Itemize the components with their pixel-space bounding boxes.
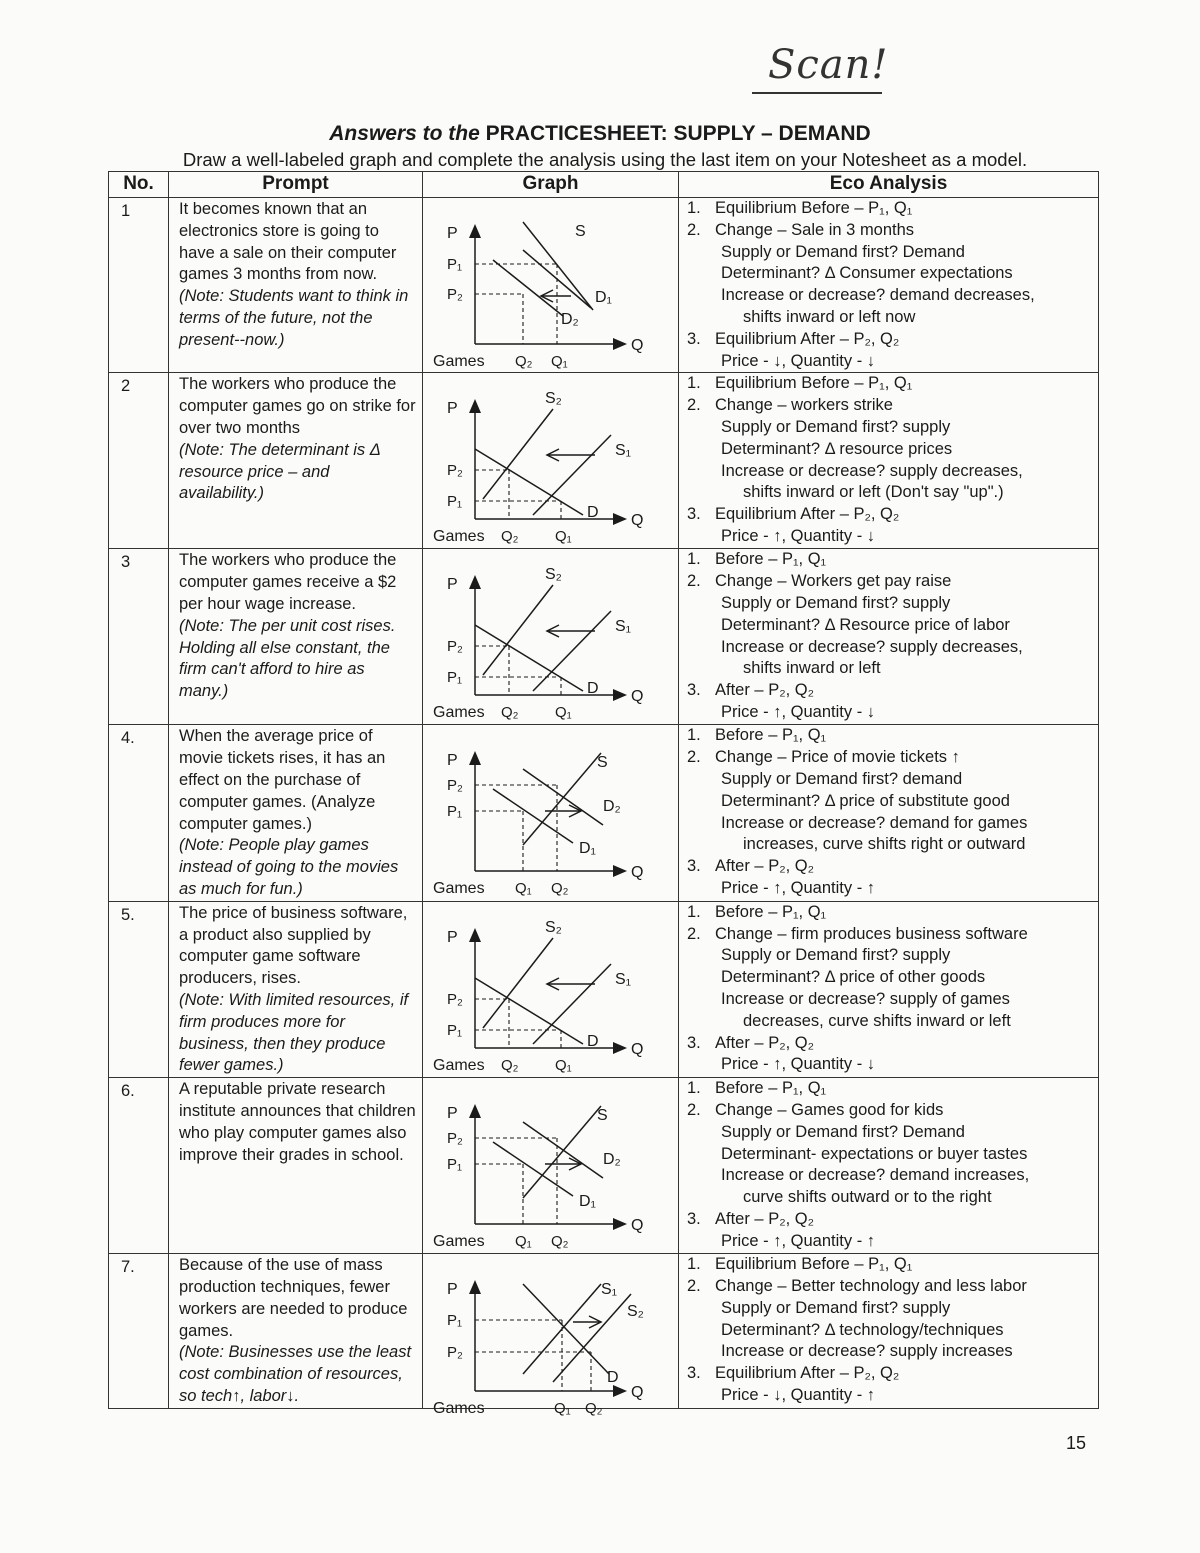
lower-price-label: P₂ — [447, 1344, 463, 1362]
good-label: Games — [433, 1233, 485, 1251]
supply-demand-graph — [423, 549, 677, 723]
supply-curve-2 — [483, 409, 553, 499]
prompt-cell — [169, 1078, 423, 1254]
y-axis-label: P — [447, 752, 458, 770]
right-quantity-label: Q₁ — [551, 353, 568, 370]
graph-cell — [423, 725, 679, 901]
header-no: No. — [109, 172, 169, 198]
right-quantity-label: Q₂ — [551, 880, 569, 898]
analysis-line: 3. After – P₂, Q₂ — [687, 1209, 815, 1228]
x-axis-label: Q — [631, 337, 644, 354]
analysis-line: Price - ↑, Quantity - ↓ — [721, 702, 876, 721]
prompt-note: (Note: The determinant is Δ resource price – and availability.) — [179, 440, 381, 503]
graph-cell — [423, 901, 679, 1077]
demand-curve-1 — [493, 1142, 573, 1196]
good-label: Games — [433, 704, 485, 722]
left-quantity-label: Q₁ — [554, 1400, 571, 1418]
supply-demand-graph — [423, 725, 677, 899]
upper-price-label: P₂ — [447, 638, 463, 656]
supply-curve-label: S — [597, 754, 608, 772]
x-axis-arrowhead — [613, 513, 627, 525]
analysis-line: 2. Change – Better technology and less labor — [687, 1276, 1027, 1295]
supply-demand-graph — [423, 373, 677, 547]
good-label: Games — [433, 1400, 485, 1418]
supply-curve-2-label: S₂ — [545, 566, 562, 584]
demand-curve — [523, 1284, 609, 1374]
upper-price-label: P₂ — [447, 990, 463, 1008]
x-axis-arrowhead — [613, 338, 627, 350]
prompt-note: (Note: The per unit cost rises. Holding all else constant, the firm can't afford to hire as many.) — [179, 616, 396, 701]
row-number: 3 — [109, 549, 169, 725]
demand-curve-2 — [493, 260, 563, 316]
analysis-line: 2. Change – workers strike — [687, 396, 893, 415]
supply-curve-1-label: S₁ — [615, 618, 632, 636]
prompt-note: (Note: People play games instead of going to the movies as much for fun.) — [179, 836, 399, 898]
demand-curve-label: D — [607, 1369, 619, 1387]
x-axis-arrowhead — [613, 1385, 627, 1397]
x-axis-label: Q — [631, 1040, 644, 1058]
analysis-line: 2. Change – Games good for kids — [687, 1100, 944, 1119]
analysis-line: shifts inward or left (Don't say "up".) — [743, 483, 1004, 502]
prompt-text: It becomes known that an electronics store is going to have a sale on their computer games 3 months from now. — [179, 200, 397, 284]
demand-curve-2-label: D₂ — [561, 311, 579, 328]
header-prompt: Prompt — [169, 172, 423, 198]
analysis-line: Price - ↑, Quantity - ↑ — [721, 878, 876, 897]
analysis-line: Increase or decrease? supply increases — [721, 1342, 1013, 1361]
table-row — [109, 901, 1099, 1077]
prompt-note: (Note: Students want to think in terms of the future, not the present--now.) — [179, 287, 409, 349]
analysis-line: Determinant? Δ price of other goods — [721, 968, 986, 987]
graph-cell — [423, 373, 679, 549]
y-axis-arrowhead — [469, 928, 481, 942]
right-quantity-label: Q₁ — [555, 1056, 572, 1074]
good-label: Games — [433, 353, 485, 370]
handwritten-note: Scan! — [768, 42, 889, 88]
analysis-line: Supply or Demand first? supply — [721, 946, 951, 965]
analysis-line: 1. Before – P₁, Q₁ — [687, 902, 827, 921]
analysis-line: 2. Change – Workers get pay raise — [687, 572, 952, 591]
left-quantity-label: Q₂ — [501, 704, 519, 722]
y-axis-label: P — [447, 928, 458, 946]
prompt-text: The workers who produce the computer games go on strike for over two months — [179, 375, 416, 437]
analysis-line: 3. Equilibrium After – P₂, Q₂ — [687, 505, 900, 524]
y-axis-label: P — [447, 1105, 458, 1123]
analysis-line: Determinant? Δ Resource price of labor — [721, 615, 1010, 634]
analysis-line: Increase or decrease? demand for games — [721, 813, 1028, 832]
demand-curve-1-label: D₁ — [595, 289, 612, 306]
y-axis-label: P — [447, 576, 458, 594]
supply-curve — [523, 1106, 601, 1198]
row-number: 5. — [109, 901, 169, 1077]
y-axis-arrowhead — [469, 751, 481, 765]
prompt-cell — [169, 1254, 423, 1409]
prompt-cell — [169, 198, 423, 373]
analysis-line: curve shifts outward or to the right — [743, 1188, 992, 1207]
analysis-line: Determinant- expectations or buyer tastes — [721, 1144, 1028, 1163]
analysis-line: increases, curve shifts right or outward — [743, 835, 1026, 854]
analysis-cell — [679, 198, 1099, 373]
analysis-line: Price - ↓, Quantity - ↓ — [721, 351, 876, 370]
supply-curve-2 — [553, 1294, 631, 1382]
x-axis-arrowhead — [613, 1042, 627, 1054]
supply-demand-graph — [423, 198, 677, 372]
analysis-line: Price - ↓, Quantity - ↑ — [721, 1385, 876, 1404]
analysis-line: Supply or Demand first? supply — [721, 1298, 951, 1317]
analysis-line: Price - ↑, Quantity - ↓ — [721, 526, 876, 545]
supply-curve-1 — [533, 611, 611, 691]
prompt-cell — [169, 901, 423, 1077]
y-axis-arrowhead — [469, 575, 481, 589]
analysis-line: Determinant? Δ resource prices — [721, 439, 953, 458]
analysis-line: 1. Equilibrium Before – P₁, Q₁ — [687, 374, 913, 393]
analysis-line: Determinant? Δ Consumer expectations — [721, 264, 1013, 283]
analysis-line: Supply or Demand first? Demand — [721, 242, 965, 261]
analysis-line: 2. Change – Sale in 3 months — [687, 220, 915, 239]
demand-curve-label: D — [587, 504, 599, 522]
graph-cell — [423, 549, 679, 725]
row-number: 7. — [109, 1254, 169, 1409]
graph-cell — [423, 198, 679, 373]
demand-curve-1-label: D₁ — [579, 840, 596, 858]
instructions: Draw a well-labeled graph and complete the analysis using the last item on your Notesheet as a model. — [182, 149, 1028, 170]
analysis-line: shifts inward or left now — [743, 307, 916, 326]
demand-curve-1-label: D₁ — [579, 1193, 596, 1211]
lower-price-label: P₂ — [447, 286, 463, 303]
analysis-line: Supply or Demand first? supply — [721, 593, 951, 612]
table-row — [109, 198, 1099, 373]
demand-curve-label: D — [587, 1032, 599, 1050]
title-prefix: Answers to the — [329, 122, 480, 145]
analysis-cell — [679, 373, 1099, 549]
supply-curve-1-label: S₁ — [615, 442, 632, 460]
y-axis-arrowhead — [469, 224, 481, 238]
analysis-line: 2. Change – firm produces business software — [687, 924, 1028, 943]
supply-curve-1-label: S₁ — [615, 970, 632, 988]
left-quantity-label: Q₁ — [515, 1233, 532, 1251]
analysis-line: Increase or decrease? demand decreases, — [721, 286, 1035, 305]
prompt-text: When the average price of movie tickets rises, it has an effect on the purchase of computer games. (Analyze computer games.) — [179, 727, 386, 833]
analysis-line: 3. After – P₂, Q₂ — [687, 857, 815, 876]
left-quantity-label: Q₂ — [501, 1056, 519, 1074]
header-analysis: Eco Analysis — [679, 172, 1099, 198]
y-axis-label: P — [447, 225, 458, 242]
y-axis-label: P — [447, 1281, 458, 1299]
analysis-cell — [679, 1254, 1099, 1409]
prompt-cell — [169, 373, 423, 549]
supply-curve-1 — [533, 435, 611, 515]
analysis-line: 1. Before – P₁, Q₁ — [687, 1079, 827, 1098]
y-axis-label: P — [447, 400, 458, 418]
analysis-line: shifts inward or left — [743, 659, 881, 678]
supply-demand-graph — [423, 902, 677, 1076]
supply-curve-2 — [483, 585, 553, 675]
analysis-cell — [679, 1078, 1099, 1254]
analysis-line: Supply or Demand first? Demand — [721, 1122, 965, 1141]
supply-curve-1-label: S₁ — [601, 1281, 618, 1299]
row-number: 4. — [109, 725, 169, 901]
analysis-line: Determinant? Δ technology/techniques — [721, 1320, 1004, 1339]
good-label: Games — [433, 528, 485, 546]
analysis-line: Increase or decrease? supply decreases, — [721, 637, 1023, 656]
analysis-line: Determinant? Δ price of substitute good — [721, 791, 1010, 810]
graph-cell — [423, 1078, 679, 1254]
analysis-cell — [679, 549, 1099, 725]
prompt-note: (Note: With limited resources, if firm produces more for business, then they produce fewer games.) — [179, 990, 409, 1075]
upper-price-label: P₂ — [447, 1130, 463, 1148]
left-quantity-label: Q₂ — [501, 528, 519, 546]
table-row — [109, 1254, 1099, 1409]
analysis-line: Increase or decrease? demand increases, — [721, 1166, 1030, 1185]
analysis-line: 1. Before – P₁, Q₁ — [687, 550, 827, 569]
graph-cell — [423, 1254, 679, 1418]
right-quantity-label: Q₁ — [555, 704, 572, 722]
y-axis-arrowhead — [469, 1280, 481, 1294]
table-row — [109, 1078, 1099, 1254]
lower-price-label: P₁ — [447, 493, 463, 511]
analysis-line: Increase or decrease? supply decreases, — [721, 461, 1023, 480]
lower-price-label: P₁ — [447, 1021, 463, 1039]
supply-curve-1 — [533, 964, 611, 1044]
y-axis-arrowhead — [469, 399, 481, 413]
analysis-cell — [679, 725, 1099, 901]
prompt-cell — [169, 549, 423, 725]
supply-curve — [523, 753, 601, 845]
prompt-text: Because of the use of mass production techniques, fewer workers are needed to produce games. — [179, 1256, 408, 1340]
left-quantity-label: Q₁ — [515, 880, 532, 898]
analysis-line: 3. Equilibrium After – P₂, Q₂ — [687, 1364, 900, 1383]
header-graph: Graph — [423, 172, 679, 198]
x-axis-arrowhead — [613, 689, 627, 701]
upper-price-label: P₂ — [447, 462, 463, 480]
handwritten-underline — [752, 92, 882, 94]
supply-curve-2 — [483, 938, 553, 1028]
x-axis-label: Q — [631, 864, 644, 882]
analysis-line: 3. After – P₂, Q₂ — [687, 1033, 815, 1052]
table-row — [109, 549, 1099, 725]
x-axis-arrowhead — [613, 1218, 627, 1230]
good-label: Games — [433, 1056, 485, 1074]
analysis-line: Price - ↑, Quantity - ↓ — [721, 1055, 876, 1074]
lower-price-label: P₁ — [447, 669, 463, 687]
x-axis-label: Q — [631, 1384, 644, 1402]
good-label: Games — [433, 880, 485, 898]
row-number: 6. — [109, 1078, 169, 1254]
prompt-text: The workers who produce the computer games receive a $2 per hour wage increase. — [179, 551, 397, 613]
lower-price-label: P₁ — [447, 1156, 463, 1174]
table-row — [109, 725, 1099, 901]
analysis-line: Increase or decrease? supply of games — [721, 989, 1010, 1008]
left-quantity-label: Q₂ — [515, 353, 533, 370]
demand-curve-label: D — [587, 680, 599, 698]
x-axis-label: Q — [631, 1217, 644, 1235]
supply-curve-2-label: S₂ — [545, 918, 562, 936]
page-number: 15 — [1066, 1433, 1087, 1453]
page-title — [0, 122, 1200, 146]
demand-curve-2-label: D₂ — [603, 798, 621, 816]
supply-demand-graph — [423, 1254, 677, 1418]
analysis-line: Price - ↑, Quantity - ↑ — [721, 1231, 876, 1250]
analysis-cell — [679, 901, 1099, 1077]
right-quantity-label: Q₁ — [555, 528, 572, 546]
analysis-line: 1. Before – P₁, Q₁ — [687, 726, 827, 745]
row-number: 1 — [109, 198, 169, 373]
supply-curve-2-label: S₂ — [545, 390, 562, 408]
prompt-cell — [169, 725, 423, 901]
prompt-note: (Note: Businesses use the least cost combination of resources, so tech↑, labor↓. — [179, 1343, 412, 1405]
demand-curve-2-label: D₂ — [603, 1151, 621, 1169]
table-row — [109, 373, 1099, 549]
analysis-line: 3. Equilibrium After – P₂, Q₂ — [687, 329, 900, 348]
demand-curve — [475, 449, 583, 515]
prompt-text: The price of business software, a product also supplied by computer game software producers, rises. — [179, 903, 408, 988]
demand-curve — [475, 978, 583, 1044]
demand-curve — [475, 625, 583, 691]
title-main: PRACTICESHEET: SUPPLY – DEMAND — [485, 122, 871, 145]
upper-price-label: P₂ — [447, 777, 463, 795]
demand-curve-1 — [493, 789, 573, 843]
analysis-line: decreases, curve shifts inward or left — [743, 1011, 1011, 1030]
analysis-line: Supply or Demand first? supply — [721, 417, 951, 436]
analysis-line: Supply or Demand first? demand — [721, 769, 963, 788]
supply-curve-2-label: S₂ — [627, 1303, 644, 1321]
prompt-text: A reputable private research institute announces that children who play computer games also improve their grades in school. — [179, 1080, 416, 1164]
x-axis-label: Q — [631, 512, 644, 530]
analysis-line: 2. Change – Price of movie tickets ↑ — [687, 748, 960, 767]
upper-price-label: P₁ — [447, 256, 463, 273]
upper-price-label: P₁ — [447, 1312, 463, 1330]
right-quantity-label: Q₂ — [551, 1233, 569, 1251]
y-axis-arrowhead — [469, 1104, 481, 1118]
right-quantity-label: Q₂ — [585, 1400, 603, 1418]
supply-curve-label: S — [597, 1107, 608, 1125]
x-axis-arrowhead — [613, 865, 627, 877]
supply-curve-label: S — [575, 223, 586, 240]
lower-price-label: P₁ — [447, 803, 463, 821]
analysis-line: 1. Equilibrium Before – P₁, Q₁ — [687, 199, 913, 217]
analysis-line: 1. Equilibrium Before – P₁, Q₁ — [687, 1255, 913, 1274]
analysis-line: 3. After – P₂, Q₂ — [687, 681, 815, 700]
x-axis-label: Q — [631, 688, 644, 706]
table-header-row — [109, 172, 1099, 198]
supply-demand-graph — [423, 1078, 677, 1252]
row-number: 2 — [109, 373, 169, 549]
practice-table — [108, 171, 1099, 1418]
